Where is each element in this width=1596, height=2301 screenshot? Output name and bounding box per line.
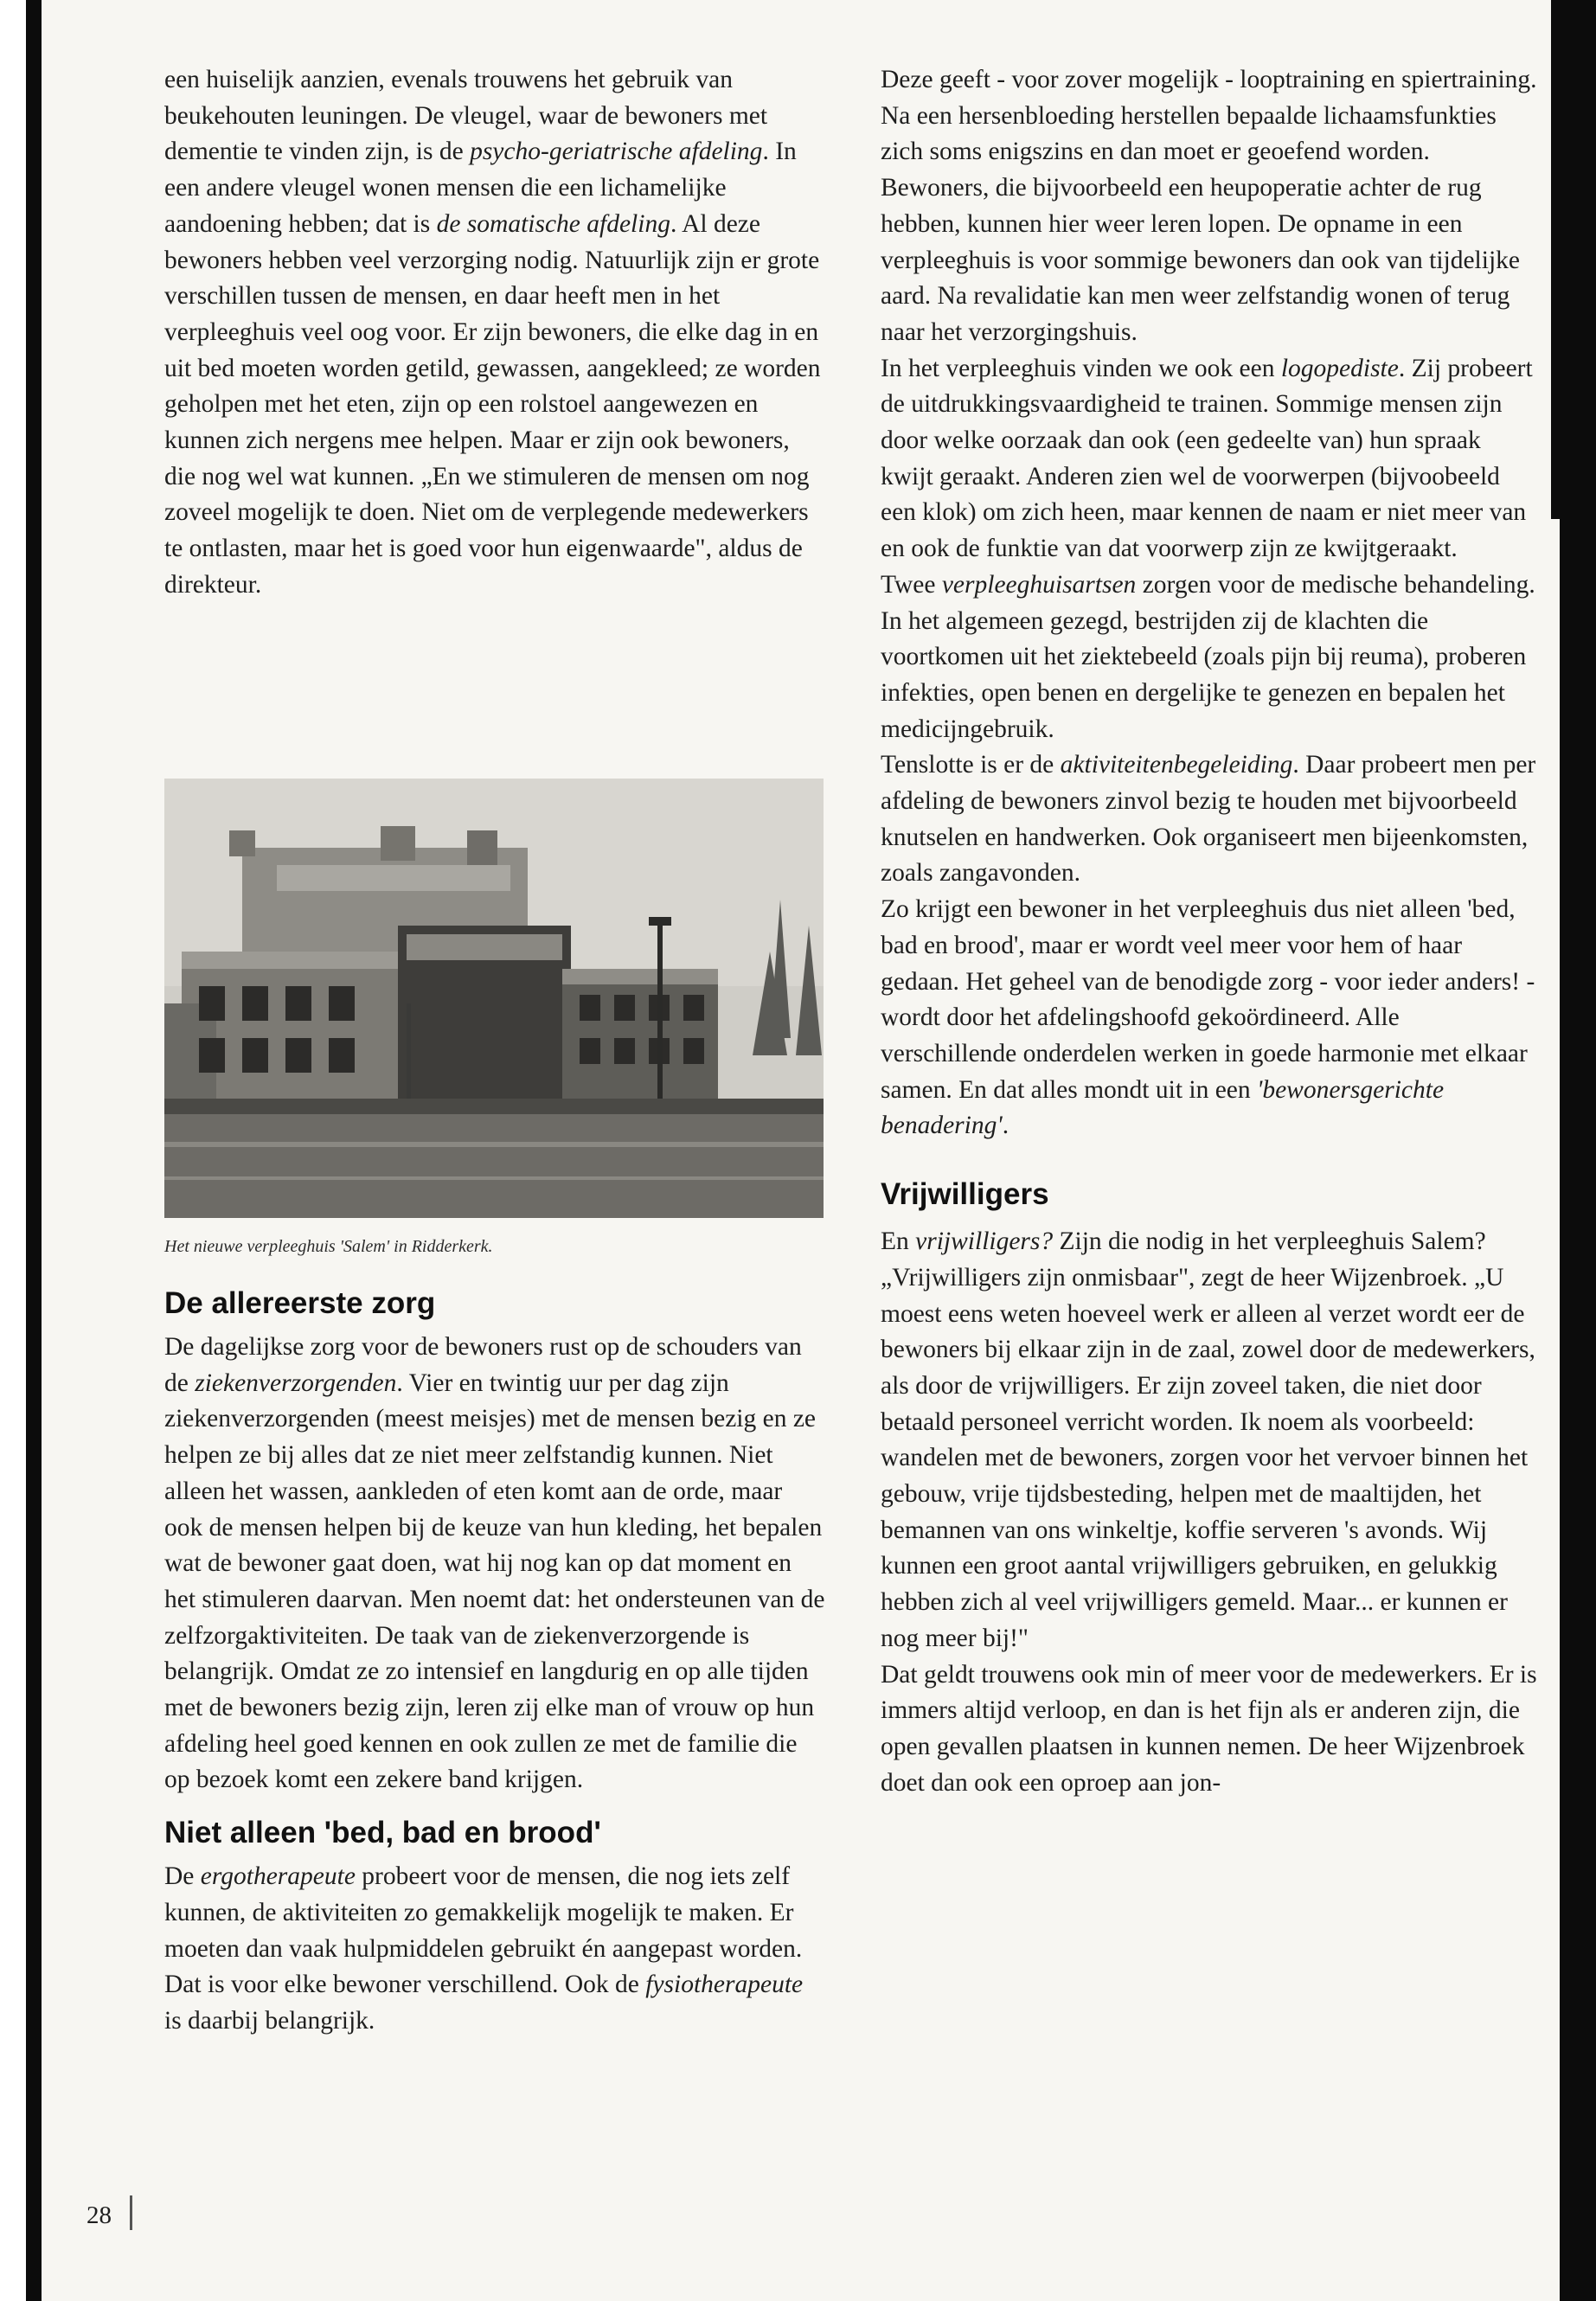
left-column-bottom (164, 1285, 826, 2040)
paragraph-ergo (164, 1859, 826, 2040)
text-run: Twee (881, 570, 942, 599)
paragraph-zorg (164, 1330, 826, 1798)
text-run: . Daar probeert men per afdeling de bewoners zinvol bezig te houden met bijvoorbeeld knutselen en handwerken. Ook organiseert men bijeenkomsten, zoals zangavonden. (881, 751, 1536, 888)
text-run: Zijn die nodig in het verpleeghuis Salem? „Vrijwilligers zijn onmisbaar", zegt de heer Wijzenbroek. „U moest eens weten hoeveel werk er alleen al verzet wordt eer de bewoners bij elkaar zijn in de zaal, zowel door de medewerkers, als door de vrijwilligers. Er zijn zoveel taken, die niet door betaald personeel verricht worden. Ik noem als voorbeeld: wandelen met de bewoners, zorgen voor het vervoer binnen het gebouw, vrije tijdsbesteding, helpen met de maaltijden, het bemannen van ons winkeltje, koffie serveren 's avonds. Wij kunnen een groot aantal vrijwilligers gebruiken, en gelukkig hebben zich al veel vrijwilligers gemeld. Maar... er kunnen er nog meer bij!" (881, 1227, 1535, 1652)
italic-term: verpleeghuisartsen (941, 570, 1137, 599)
paragraph-fysio (881, 62, 1538, 351)
italic-term: ziekenverzorgenden (195, 1368, 397, 1397)
paragraph-logo (881, 351, 1538, 567)
text-run: zorgen voor de medische behandeling. In het algemeen gezegd, bestrijden zij de klachten die voortkomen uit het ziektebeeld (zoals pijn bij reuma), proberen infekties, open benen en dergelijke te genezen en bepalen het medicijngebruik. (881, 570, 1535, 743)
paragraph-vrij (881, 1224, 1538, 1657)
text-run: . Vier en twintig uur per dag zijn ziekenverzorgenden (meest meisjes) met de mensen bezig en ze helpen ze bij alles dat ze niet meer zelfstandig kunnen. Niet alleen het wassen, aankleden of eten komt aan de orde, maar ook de mensen helpen bij de keuze van hun kleding, het bepalen wat de bewoner gaat doen, wat hij nog kan op dat moment en het stimuleren daarvan. Men noemt dat: het ondersteunen van de zelfzorgaktiviteiten. De taak van de ziekenverzorgende is belangrijk. Omdat ze zo intensief en langdurig en op alle tijden met de bewoners bezig zijn, leren zij elke man of vrouw op hun afdeling heel goed kennen en ook zullen ze met de familie die op bezoek komt een zekere band krijgen. (164, 1368, 825, 1794)
text-run: De dagelijkse zorg voor de bewoners rust op de schouders van de (164, 1333, 802, 1397)
text-run: Deze geeft - voor zover mogelijk - looptraining en spiertraining. Na een hersenbloeding herstellen bepaalde lichaamsfunkties zich soms enigszins en dan moet er geoefend worden. Bewoners, die bijvoorbeeld een heupoperatie achter de rug hebben, kunnen hier weer leren lopen. De opname in een verpleeghuis is voor sommige bewoners dan ook van tijdelijke aard. Na revalidatie kan men weer zelfstandig wonen of terug naar het verzorgingshuis. (881, 66, 1537, 346)
italic-term: fysiotherapeute (645, 1971, 804, 1999)
left-column-top (164, 62, 826, 604)
italic-term: aktiviteitenbegeleiding (1060, 751, 1293, 779)
paragraph-medew (881, 1657, 1538, 1802)
text-run: . Al deze bewoners hebben veel verzorging nodig. Natuurlijk zijn er grote verschillen tussen de mensen, en daar heeft men in het verpleeghuis veel oog voor. Er zijn bewoners, die elke dag in en uit bed moeten worden getild, gewassen, aangekleed; ze worden geholpen met het eten, zijn op een rolstoel aangewezen en kunnen zich nergens mee helpen. Maar er zijn ook bewoners, die nog wel wat kunnen. „En we stimuleren de mensen om nog zoveel mogelijk te doen. Niet om de verplegende medewerkers te ontlasten, maar het is goed voor hun eigenwaarde", aldus de direkteur. (164, 209, 821, 599)
italic-term: de somatische afdeling (436, 209, 670, 238)
text-run: Dat geldt trouwens ook min of meer voor de medewerkers. Er is immers altijd verloop, en dan is het fijn als er anderen zijn, die open gevallen plaatsen in kunnen nemen. De heer Wijzenbroek doet dan ook een oproep aan jon- (881, 1660, 1537, 1797)
text-run: . (1002, 1112, 1010, 1140)
heading-allereerste-zorg: De allereerste zorg (164, 1286, 436, 1320)
text-run: een huiselijk aanzien, evenals trouwens het gebruik van beukehouten leuningen. De vleugel, waar de bewoners met dementie te vinden zijn, is de (164, 66, 768, 166)
text-run: is daarbij belangrijk. (164, 2006, 375, 2035)
paragraph-bed (881, 892, 1538, 1144)
text-run: Tenslotte is er de (881, 751, 1061, 779)
scan-shadow-right-notch (1551, 0, 1560, 519)
italic-term: ergotherapeute (200, 1862, 356, 1891)
page-number: 28 (87, 2202, 112, 2229)
text-run: En (881, 1227, 916, 1256)
text-run: De (164, 1862, 201, 1891)
text-run: Zo krijgt een bewoner in het verpleeghuis dus niet alleen 'bed, bad en brood', maar er wordt veel meer voor hem of haar gedaan. Het geheel van de benodigde zorg - voor ieder anders! - wordt door het afdelingshoofd gekoördineerd. Alle verschillende onderdelen werken in goede harmonie met elkaar samen. En dat alles mondt uit in een (881, 895, 1535, 1104)
text-run: probeert voor de mensen, die nog iets zelf kunnen, de aktiviteiten zo gemakkelijk mogelijk te maken. Er moeten dan vaak hulpmiddelen gebruikt én aangepast worden. Dat is voor elke bewoner verschillend. Ook de (164, 1862, 803, 1999)
text-run: . Zij probeert de uitdrukkingsvaardigheid te trainen. Sommige mensen zijn door welke oorzaak dan ook (een gedeelte van) hun spraak kwijt geraakt. Anderen zien wel de voorwerpen (bijvoobeeld een klok) om zich heen, maar kennen de naam er niet meer van en ook de funktie van dat voorwerp zijn ze kwijtgeraakt. (881, 354, 1533, 563)
text-run: . In een andere vleugel wonen mensen die een lichamelijke aandoening hebben; dat is (164, 138, 797, 238)
text-run: In het verpleeghuis vinden we ook een (881, 354, 1281, 382)
italic-term: logopediste (1280, 354, 1399, 382)
scan-shadow-left (26, 0, 42, 2301)
paragraph-aktiv (881, 747, 1538, 892)
heading-vrijwilligers: Vrijwilligers (881, 1177, 1049, 1212)
building-photo-graphic (164, 779, 824, 1218)
italic-term: vrijwilligers? (915, 1227, 1054, 1256)
photo-caption: Het nieuwe verpleeghuis 'Salem' in Ridderkerk. (164, 1237, 493, 1256)
building-photo (164, 779, 824, 1218)
page-number-rule (130, 2195, 132, 2230)
paragraph-artsen (881, 567, 1538, 748)
right-column (881, 62, 1538, 1801)
intro-paragraph (164, 62, 826, 604)
italic-term: 'bewonersgerichte benadering' (881, 1075, 1445, 1140)
italic-term: psycho-geriatrische afdeling (470, 138, 763, 166)
heading-niet-alleen: Niet alleen 'bed, bad en brood' (164, 1816, 601, 1850)
scan-shadow-right (1560, 0, 1596, 2301)
